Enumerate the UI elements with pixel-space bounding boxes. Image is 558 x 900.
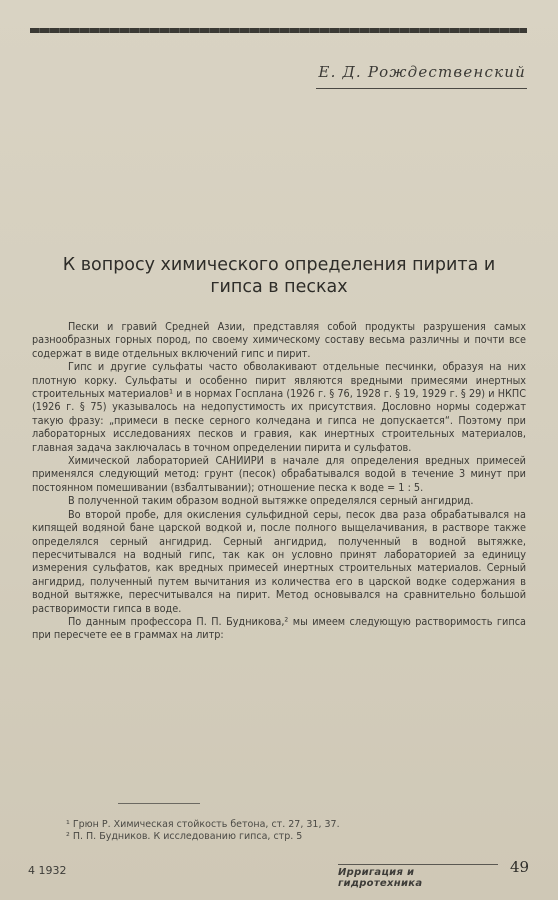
article-title bbox=[24, 254, 534, 298]
article-body bbox=[32, 320, 526, 642]
paragraph-4: В полученной таким образом водной вытяжке определялся серный ангидрид. bbox=[68, 494, 474, 508]
paragraph-3: Химической лабораторией САНИИРИ в начале для определения вредных примесей применялся следующий метод: грунт (песок) обрабатывался водой в течение 3 минут при постоянном помешивании (взбалтывании); отношение песка к воде = 1 : 5. bbox=[32, 454, 526, 494]
paragraph-5: Во второй пробе, для окисления сульфидной серы, песок два раза обрабатывался на кипящей водяной бане царской водкой и, после полного выщелачивания, в растворе также определялся серный ангидрид. Серный ангидрид, полученный в водной вытяжке, пересчитывался на водный гипс, так как он условно принят лабораторией за единицу измерения сульфатов, как вредных примесей инертных строительных материалов. Серный ангидрид, полученный путем вычитания из количества его в царской водке содержания в водной вытяжке, пересчитывался на пирит. Метод основывался на сравнительно большой растворимости гипса в воде. bbox=[32, 507, 526, 615]
footnote-1: ¹ Грюн Р. Химическая стойкость бетона, ст. 27, 31, 37. bbox=[66, 819, 340, 830]
paragraph-6: По данным профессора П. П. Будникова,² мы имеем следующую растворимость гипса при пересчете ее в граммах на литр: bbox=[32, 614, 526, 642]
footnotes bbox=[66, 819, 486, 843]
issue-label: 4 1932 bbox=[28, 864, 67, 877]
top-decorative-rule bbox=[30, 28, 527, 33]
footnote-divider bbox=[118, 803, 200, 804]
paragraph-2: Гипс и другие сульфаты часто обволакивают отдельные песчинки, образуя на них плотную корку. Сульфаты и особенно пирит являются вредными примесями инертных строительных материалов¹ и в нормах Госплана (1926 г. § 76, 1928 г. § 19, 1929 г. § 29) и НКПС (1926 г. § 75) указывалось на недопустимость их присутствия. Дословно нормы содержат такую фразу: „примеси в песке серного колчедана и гипса не допускается“. Поэтому при лабораторных исследованиях песков и гравия, как инертных строительных материалов, главная задача заключалась в точном определении пирита и сульфатов. bbox=[32, 360, 526, 454]
page-number: 49 bbox=[510, 858, 530, 876]
journal-name: Ирригация и гидротехника bbox=[338, 864, 498, 889]
title-line-2: гипса в песках bbox=[210, 277, 348, 297]
author-underline bbox=[316, 88, 527, 89]
paragraph-1: Пески и гравий Средней Азии, представляя собой продукты разрушения самых разнообразных горных пород, по своему химическому составу весьма различны и почти все содержат в виде отдельных включений гипс и пирит. bbox=[32, 320, 526, 360]
author-name: Е. Д. Рождественский bbox=[318, 63, 526, 81]
title-line-1: К вопросу химического определения пирита и bbox=[62, 255, 496, 275]
footnote-2: ² П. П. Будников. К исследованию гипса, стр. 5 bbox=[66, 831, 303, 842]
